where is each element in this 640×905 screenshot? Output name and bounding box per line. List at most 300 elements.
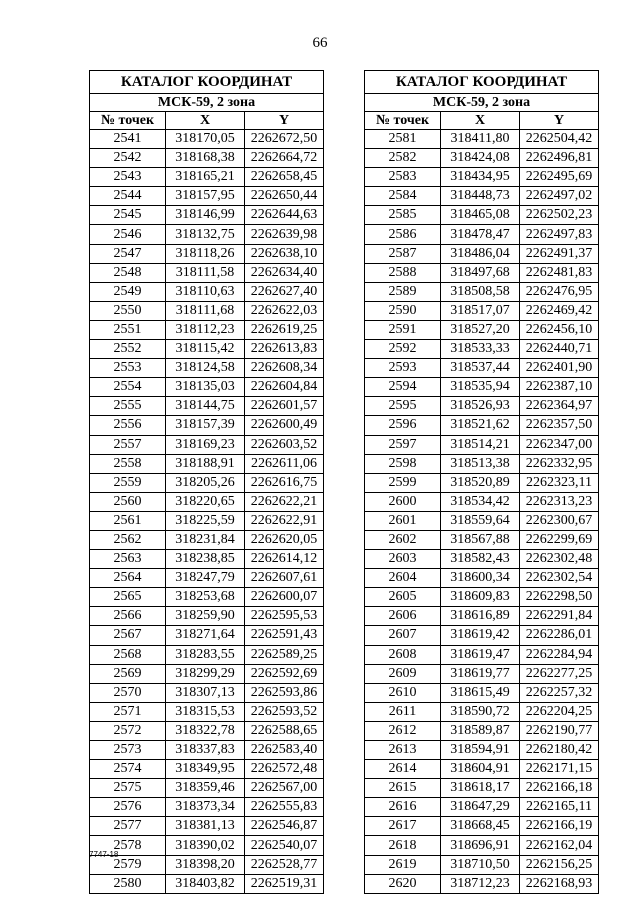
table-row	[90, 282, 324, 301]
point-number-cell: 2601	[365, 511, 441, 530]
y-coordinate-cell: 2262620,05	[245, 530, 324, 549]
x-coordinate-cell: 318283,55	[166, 645, 245, 664]
y-coordinate-cell: 2262519,31	[245, 874, 324, 893]
x-coordinate-cell: 318615,49	[441, 683, 520, 702]
y-coordinate-cell: 2262616,75	[245, 473, 324, 492]
point-number-cell: 2587	[365, 244, 441, 263]
table-row	[90, 760, 324, 779]
y-coordinate-cell: 2262664,72	[245, 149, 324, 168]
point-number-cell: 2608	[365, 645, 441, 664]
x-coordinate-cell: 318537,44	[441, 359, 520, 378]
x-coordinate-cell: 318696,91	[441, 836, 520, 855]
table-row	[365, 855, 599, 874]
point-number-cell: 2602	[365, 530, 441, 549]
y-coordinate-cell: 2262204,25	[520, 702, 599, 721]
y-coordinate-cell: 2262583,40	[245, 741, 324, 760]
table-row	[90, 569, 324, 588]
table-row	[365, 244, 599, 263]
point-number-cell: 2620	[365, 874, 441, 893]
y-coordinate-cell: 2262156,25	[520, 855, 599, 874]
x-coordinate-cell: 318349,95	[166, 760, 245, 779]
catalog-title: КАТАЛОГ КООРДИНАТ	[90, 71, 324, 94]
x-coordinate-cell: 318115,42	[166, 340, 245, 359]
table-row	[90, 168, 324, 187]
point-number-cell: 2593	[365, 359, 441, 378]
x-coordinate-cell: 318619,47	[441, 645, 520, 664]
table-row	[90, 473, 324, 492]
column-header-y: Y	[245, 112, 324, 130]
table-row	[365, 301, 599, 320]
x-coordinate-cell: 318220,65	[166, 492, 245, 511]
x-coordinate-cell: 318315,53	[166, 702, 245, 721]
point-number-cell: 2573	[90, 741, 166, 760]
point-number-cell: 2612	[365, 721, 441, 740]
point-number-cell: 2590	[365, 301, 441, 320]
x-coordinate-cell: 318253,68	[166, 588, 245, 607]
point-number-cell: 2585	[365, 206, 441, 225]
point-number-cell: 2611	[365, 702, 441, 721]
point-number-cell: 2548	[90, 263, 166, 282]
x-coordinate-cell: 318514,21	[441, 435, 520, 454]
point-number-cell: 2549	[90, 282, 166, 301]
table-row	[365, 378, 599, 397]
x-coordinate-cell: 318424,08	[441, 149, 520, 168]
y-coordinate-cell: 2262323,11	[520, 473, 599, 492]
point-number-cell: 2541	[90, 130, 166, 149]
point-number-cell: 2578	[90, 836, 166, 855]
x-coordinate-cell: 318299,29	[166, 664, 245, 683]
table-row	[365, 569, 599, 588]
point-number-cell: 2594	[365, 378, 441, 397]
y-coordinate-cell: 2262622,91	[245, 511, 324, 530]
table-row	[90, 683, 324, 702]
y-coordinate-cell: 2262277,25	[520, 664, 599, 683]
point-number-cell: 2576	[90, 798, 166, 817]
y-coordinate-cell: 2262650,44	[245, 187, 324, 206]
y-coordinate-cell: 2262672,50	[245, 130, 324, 149]
x-coordinate-cell: 318618,17	[441, 779, 520, 798]
x-coordinate-cell: 318118,26	[166, 244, 245, 263]
x-coordinate-cell: 318307,13	[166, 683, 245, 702]
table-row	[90, 588, 324, 607]
x-coordinate-cell: 318238,85	[166, 550, 245, 569]
point-number-cell: 2583	[365, 168, 441, 187]
point-number-cell: 2607	[365, 626, 441, 645]
point-number-cell: 2557	[90, 435, 166, 454]
x-coordinate-cell: 318582,43	[441, 550, 520, 569]
x-coordinate-cell: 318619,77	[441, 664, 520, 683]
x-coordinate-cell: 318390,02	[166, 836, 245, 855]
table-row	[90, 492, 324, 511]
point-number-cell: 2577	[90, 817, 166, 836]
point-number-cell: 2561	[90, 511, 166, 530]
x-coordinate-cell: 318111,68	[166, 301, 245, 320]
table-row	[90, 187, 324, 206]
point-number-cell: 2615	[365, 779, 441, 798]
y-coordinate-cell: 2262504,42	[520, 130, 599, 149]
x-coordinate-cell: 318144,75	[166, 397, 245, 416]
point-number-cell: 2574	[90, 760, 166, 779]
point-number-cell: 2556	[90, 416, 166, 435]
x-coordinate-cell: 318609,83	[441, 588, 520, 607]
table-row	[365, 779, 599, 798]
y-coordinate-cell: 2262555,83	[245, 798, 324, 817]
point-number-cell: 2598	[365, 454, 441, 473]
y-coordinate-cell: 2262639,98	[245, 225, 324, 244]
catalog-body	[90, 130, 324, 894]
document-code: 7747-18	[89, 850, 119, 859]
y-coordinate-cell: 2262168,93	[520, 874, 599, 893]
table-row	[365, 874, 599, 893]
table-row	[365, 550, 599, 569]
x-coordinate-cell: 318594,91	[441, 741, 520, 760]
x-coordinate-cell: 318188,91	[166, 454, 245, 473]
point-number-cell: 2599	[365, 473, 441, 492]
table-row	[90, 817, 324, 836]
x-coordinate-cell: 318521,62	[441, 416, 520, 435]
point-number-cell: 2591	[365, 320, 441, 339]
y-coordinate-cell: 2262528,77	[245, 855, 324, 874]
y-coordinate-cell: 2262476,95	[520, 282, 599, 301]
table-row	[365, 836, 599, 855]
x-coordinate-cell: 318169,23	[166, 435, 245, 454]
catalog-title: КАТАЛОГ КООРДИНАТ	[365, 71, 599, 94]
x-coordinate-cell: 318647,29	[441, 798, 520, 817]
y-coordinate-cell: 2262440,71	[520, 340, 599, 359]
table-row	[90, 874, 324, 893]
y-coordinate-cell: 2262401,90	[520, 359, 599, 378]
y-coordinate-cell: 2262495,69	[520, 168, 599, 187]
x-coordinate-cell: 318712,23	[441, 874, 520, 893]
table-row	[90, 855, 324, 874]
y-coordinate-cell: 2262357,50	[520, 416, 599, 435]
table-row	[90, 454, 324, 473]
table-row	[90, 149, 324, 168]
x-coordinate-cell: 318604,91	[441, 760, 520, 779]
x-coordinate-cell: 318205,26	[166, 473, 245, 492]
point-number-cell: 2553	[90, 359, 166, 378]
x-coordinate-cell: 318146,99	[166, 206, 245, 225]
x-coordinate-cell: 318398,20	[166, 855, 245, 874]
x-coordinate-cell: 318165,21	[166, 168, 245, 187]
point-number-cell: 2543	[90, 168, 166, 187]
x-coordinate-cell: 318567,88	[441, 530, 520, 549]
y-coordinate-cell: 2262302,48	[520, 550, 599, 569]
point-number-cell: 2596	[365, 416, 441, 435]
x-coordinate-cell: 318381,13	[166, 817, 245, 836]
x-coordinate-cell: 318513,38	[441, 454, 520, 473]
page-number: 66	[312, 35, 328, 51]
y-coordinate-cell: 2262502,23	[520, 206, 599, 225]
point-number-cell: 2610	[365, 683, 441, 702]
x-coordinate-cell: 318534,42	[441, 492, 520, 511]
y-coordinate-cell: 2262171,15	[520, 760, 599, 779]
point-number-cell: 2572	[90, 721, 166, 740]
table-row	[90, 721, 324, 740]
y-coordinate-cell: 2262300,67	[520, 511, 599, 530]
y-coordinate-cell: 2262456,10	[520, 320, 599, 339]
point-number-cell: 2605	[365, 588, 441, 607]
catalog-subtitle: МСК-59, 2 зона	[365, 94, 599, 112]
point-number-cell: 2559	[90, 473, 166, 492]
point-number-cell: 2569	[90, 664, 166, 683]
y-coordinate-cell: 2262166,19	[520, 817, 599, 836]
table-row	[90, 263, 324, 282]
table-row	[365, 664, 599, 683]
x-coordinate-cell: 318478,47	[441, 225, 520, 244]
y-coordinate-cell: 2262162,04	[520, 836, 599, 855]
table-row	[365, 206, 599, 225]
table-row	[365, 187, 599, 206]
point-number-cell: 2584	[365, 187, 441, 206]
point-number-cell: 2547	[90, 244, 166, 263]
coordinate-catalog-left	[89, 70, 324, 894]
point-number-cell: 2575	[90, 779, 166, 798]
table-row	[365, 263, 599, 282]
y-coordinate-cell: 2262600,49	[245, 416, 324, 435]
y-coordinate-cell: 2262496,81	[520, 149, 599, 168]
x-coordinate-cell: 318403,82	[166, 874, 245, 893]
y-coordinate-cell: 2262491,37	[520, 244, 599, 263]
y-coordinate-cell: 2262497,02	[520, 187, 599, 206]
x-coordinate-cell: 318527,20	[441, 320, 520, 339]
x-coordinate-cell: 318535,94	[441, 378, 520, 397]
x-coordinate-cell: 318124,58	[166, 359, 245, 378]
y-coordinate-cell: 2262190,77	[520, 721, 599, 740]
table-row	[90, 530, 324, 549]
coordinate-catalog-right	[364, 70, 599, 894]
table-row	[90, 779, 324, 798]
y-coordinate-cell: 2262291,84	[520, 607, 599, 626]
x-coordinate-cell: 318517,07	[441, 301, 520, 320]
table-row	[90, 378, 324, 397]
y-coordinate-cell: 2262591,43	[245, 626, 324, 645]
table-row	[90, 626, 324, 645]
point-number-cell: 2600	[365, 492, 441, 511]
y-coordinate-cell: 2262469,42	[520, 301, 599, 320]
x-coordinate-cell: 318337,83	[166, 741, 245, 760]
table-row	[365, 702, 599, 721]
y-coordinate-cell: 2262600,07	[245, 588, 324, 607]
table-row	[365, 397, 599, 416]
x-coordinate-cell: 318111,58	[166, 263, 245, 282]
point-number-cell: 2603	[365, 550, 441, 569]
table-row	[365, 416, 599, 435]
table-row	[365, 645, 599, 664]
x-coordinate-cell: 318157,95	[166, 187, 245, 206]
point-number-cell: 2564	[90, 569, 166, 588]
y-coordinate-cell: 2262592,69	[245, 664, 324, 683]
y-coordinate-cell: 2262387,10	[520, 378, 599, 397]
point-number-cell: 2555	[90, 397, 166, 416]
x-coordinate-cell: 318668,45	[441, 817, 520, 836]
point-number-cell: 2606	[365, 607, 441, 626]
x-coordinate-cell: 318110,63	[166, 282, 245, 301]
table-row	[365, 149, 599, 168]
point-number-cell: 2580	[90, 874, 166, 893]
point-number-cell: 2545	[90, 206, 166, 225]
y-coordinate-cell: 2262644,63	[245, 206, 324, 225]
x-coordinate-cell: 318168,38	[166, 149, 245, 168]
point-number-cell: 2568	[90, 645, 166, 664]
table-row	[90, 206, 324, 225]
y-coordinate-cell: 2262165,11	[520, 798, 599, 817]
y-coordinate-cell: 2262257,32	[520, 683, 599, 702]
table-row	[365, 130, 599, 149]
point-number-cell: 2552	[90, 340, 166, 359]
x-coordinate-cell: 318590,72	[441, 702, 520, 721]
y-coordinate-cell: 2262603,52	[245, 435, 324, 454]
x-coordinate-cell: 318434,95	[441, 168, 520, 187]
x-coordinate-cell: 318271,64	[166, 626, 245, 645]
point-number-cell: 2563	[90, 550, 166, 569]
point-number-cell: 2544	[90, 187, 166, 206]
x-coordinate-cell: 318616,89	[441, 607, 520, 626]
point-number-cell: 2581	[365, 130, 441, 149]
point-number-cell: 2542	[90, 149, 166, 168]
table-row	[365, 721, 599, 740]
y-coordinate-cell: 2262180,42	[520, 741, 599, 760]
y-coordinate-cell: 2262658,45	[245, 168, 324, 187]
y-coordinate-cell: 2262302,54	[520, 569, 599, 588]
table-row	[90, 320, 324, 339]
point-number-cell: 2551	[90, 320, 166, 339]
y-coordinate-cell: 2262347,00	[520, 435, 599, 454]
y-coordinate-cell: 2262634,40	[245, 263, 324, 282]
y-coordinate-cell: 2262332,95	[520, 454, 599, 473]
table-row	[365, 282, 599, 301]
table-row	[90, 130, 324, 149]
point-number-cell: 2558	[90, 454, 166, 473]
point-number-cell: 2567	[90, 626, 166, 645]
point-number-cell: 2565	[90, 588, 166, 607]
table-row	[90, 397, 324, 416]
table-row	[90, 359, 324, 378]
point-number-cell: 2616	[365, 798, 441, 817]
y-coordinate-cell: 2262613,83	[245, 340, 324, 359]
point-number-cell: 2546	[90, 225, 166, 244]
table-row	[90, 664, 324, 683]
point-number-cell: 2562	[90, 530, 166, 549]
y-coordinate-cell: 2262567,00	[245, 779, 324, 798]
column-header-x: X	[441, 112, 520, 130]
table-row	[90, 340, 324, 359]
table-row	[365, 435, 599, 454]
table-row	[90, 550, 324, 569]
point-number-cell: 2566	[90, 607, 166, 626]
y-coordinate-cell: 2262595,53	[245, 607, 324, 626]
table-row	[365, 530, 599, 549]
point-number-cell: 2589	[365, 282, 441, 301]
y-coordinate-cell: 2262604,84	[245, 378, 324, 397]
point-number-cell: 2595	[365, 397, 441, 416]
x-coordinate-cell: 318559,64	[441, 511, 520, 530]
point-number-cell: 2604	[365, 569, 441, 588]
y-coordinate-cell: 2262284,94	[520, 645, 599, 664]
table-row	[90, 645, 324, 664]
table-row	[90, 435, 324, 454]
point-number-cell: 2579	[90, 855, 166, 874]
column-header-y: Y	[520, 112, 599, 130]
point-number-cell: 2592	[365, 340, 441, 359]
table-row	[90, 511, 324, 530]
table-row	[365, 588, 599, 607]
x-coordinate-cell: 318619,42	[441, 626, 520, 645]
x-coordinate-cell: 318231,84	[166, 530, 245, 549]
y-coordinate-cell: 2262540,07	[245, 836, 324, 855]
y-coordinate-cell: 2262589,25	[245, 645, 324, 664]
catalog-body	[365, 130, 599, 894]
table-row	[365, 320, 599, 339]
x-coordinate-cell: 318170,05	[166, 130, 245, 149]
point-number-cell: 2618	[365, 836, 441, 855]
x-coordinate-cell: 318247,79	[166, 569, 245, 588]
point-number-cell: 2586	[365, 225, 441, 244]
table-row	[90, 836, 324, 855]
column-header-point-number: № точек	[365, 112, 441, 130]
point-number-cell: 2614	[365, 760, 441, 779]
x-coordinate-cell: 318322,78	[166, 721, 245, 740]
y-coordinate-cell: 2262593,52	[245, 702, 324, 721]
x-coordinate-cell: 318359,46	[166, 779, 245, 798]
x-coordinate-cell: 318526,93	[441, 397, 520, 416]
catalog-subtitle: МСК-59, 2 зона	[90, 94, 324, 112]
y-coordinate-cell: 2262299,69	[520, 530, 599, 549]
y-coordinate-cell: 2262497,83	[520, 225, 599, 244]
y-coordinate-cell: 2262611,06	[245, 454, 324, 473]
table-row	[365, 473, 599, 492]
table-row	[365, 798, 599, 817]
y-coordinate-cell: 2262638,10	[245, 244, 324, 263]
point-number-cell: 2570	[90, 683, 166, 702]
y-coordinate-cell: 2262607,61	[245, 569, 324, 588]
table-row	[90, 225, 324, 244]
table-row	[90, 741, 324, 760]
x-coordinate-cell: 318132,75	[166, 225, 245, 244]
table-row	[365, 225, 599, 244]
table-row	[90, 301, 324, 320]
table-row	[90, 607, 324, 626]
y-coordinate-cell: 2262608,34	[245, 359, 324, 378]
table-row	[365, 626, 599, 645]
y-coordinate-cell: 2262619,25	[245, 320, 324, 339]
table-row	[90, 244, 324, 263]
point-number-cell: 2554	[90, 378, 166, 397]
x-coordinate-cell: 318157,39	[166, 416, 245, 435]
y-coordinate-cell: 2262286,01	[520, 626, 599, 645]
table-row	[365, 817, 599, 836]
y-coordinate-cell: 2262481,83	[520, 263, 599, 282]
x-coordinate-cell: 318112,23	[166, 320, 245, 339]
x-coordinate-cell: 318411,80	[441, 130, 520, 149]
point-number-cell: 2571	[90, 702, 166, 721]
table-row	[365, 340, 599, 359]
table-row	[365, 168, 599, 187]
x-coordinate-cell: 318486,04	[441, 244, 520, 263]
table-row	[365, 683, 599, 702]
table-row	[90, 702, 324, 721]
table-row	[365, 454, 599, 473]
column-header-x: X	[166, 112, 245, 130]
column-header-point-number: № точек	[90, 112, 166, 130]
y-coordinate-cell: 2262622,21	[245, 492, 324, 511]
table-row	[90, 798, 324, 817]
y-coordinate-cell: 2262313,23	[520, 492, 599, 511]
x-coordinate-cell: 318589,87	[441, 721, 520, 740]
point-number-cell: 2609	[365, 664, 441, 683]
table-row	[365, 511, 599, 530]
x-coordinate-cell: 318135,03	[166, 378, 245, 397]
